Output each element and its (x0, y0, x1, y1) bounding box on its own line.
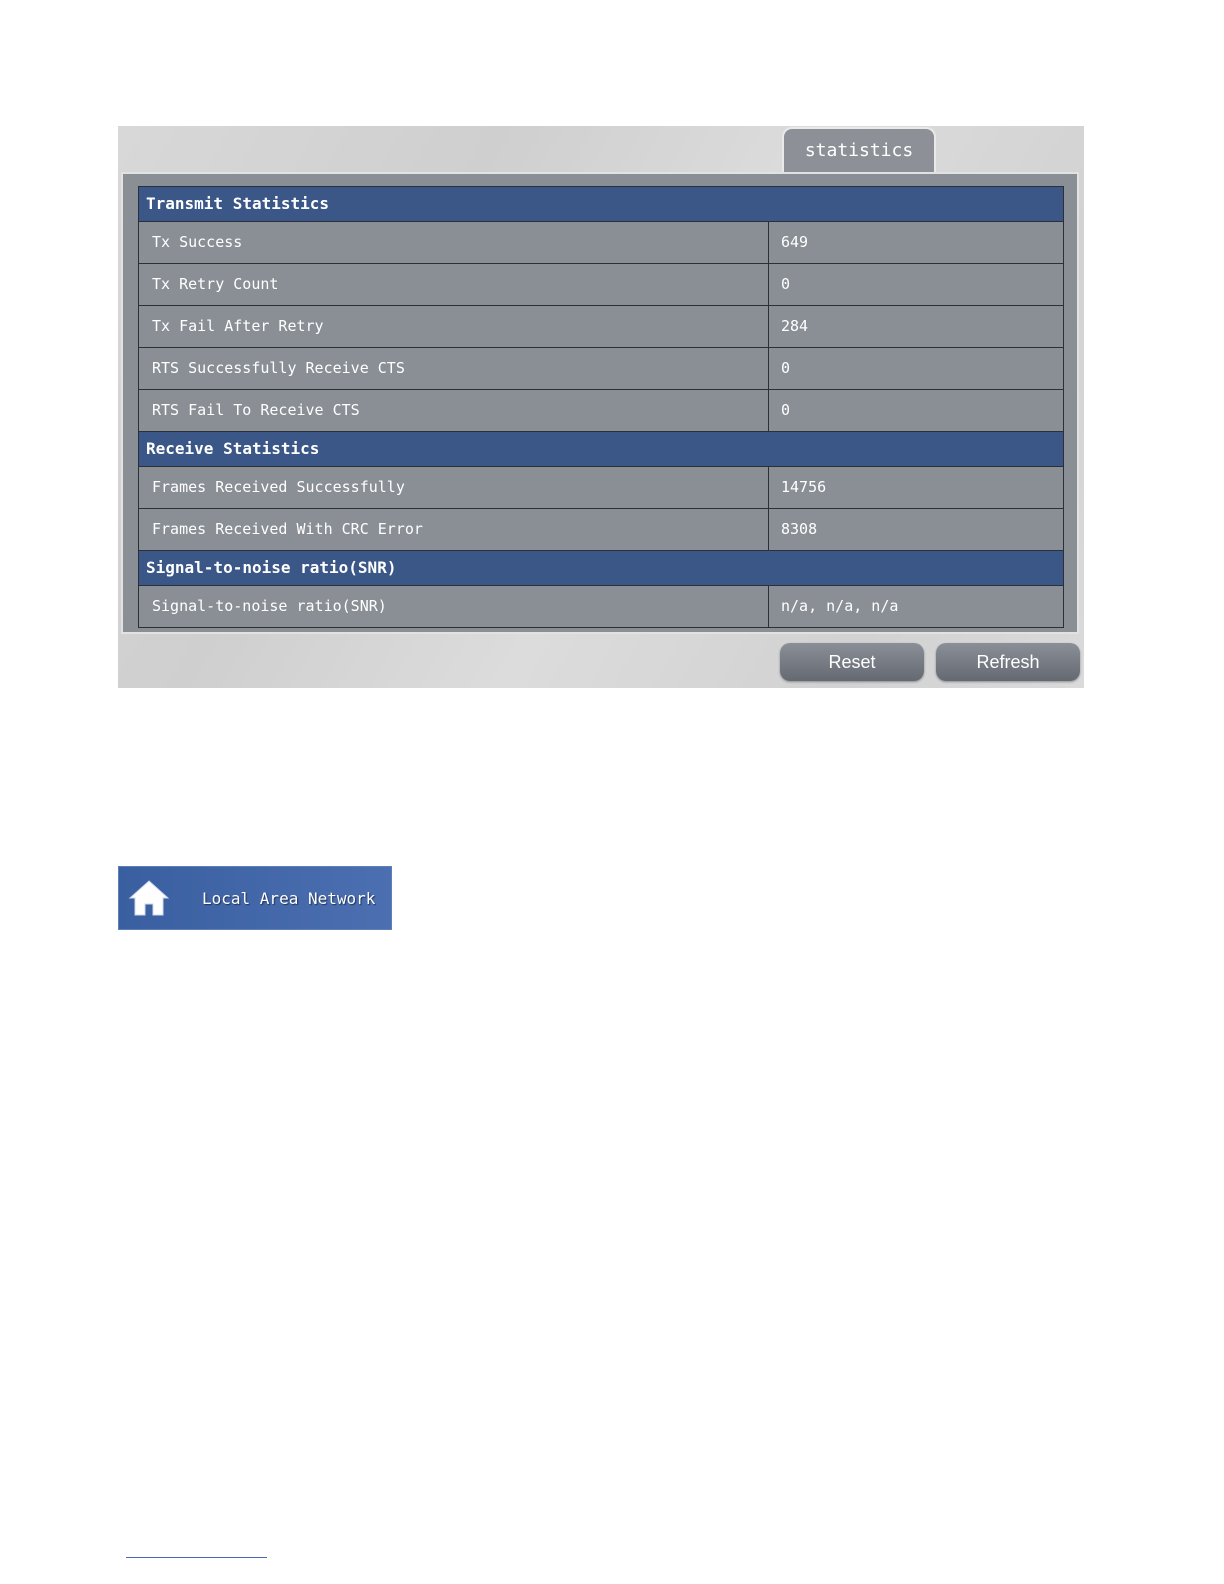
tx-retry-count-value: 0 (781, 275, 791, 293)
tx-success-value: 649 (781, 233, 809, 251)
statistics-panel (121, 172, 1079, 634)
footer-link-underline[interactable] (126, 1557, 267, 1558)
statistics-screenshot (118, 126, 1084, 688)
tx-success-label: Tx Success (139, 222, 769, 263)
frames-crc-error-label: Frames Received With CRC Error (139, 509, 769, 550)
reset-button[interactable]: Reset (780, 643, 924, 681)
snr-header: Signal-to-noise ratio(SNR) (139, 551, 1063, 586)
receive-statistics-header: Receive Statistics (139, 432, 1063, 467)
table-row (139, 390, 1063, 432)
tx-fail-after-retry-value: 284 (781, 317, 809, 335)
refresh-button[interactable]: Refresh (936, 643, 1080, 681)
statistics-table (138, 186, 1064, 628)
tx-fail-after-retry-label: Tx Fail After Retry (139, 306, 769, 347)
local-area-network-banner[interactable] (118, 866, 392, 930)
rts-success-cts-value: 0 (781, 359, 791, 377)
frames-received-success-label: Frames Received Successfully (139, 467, 769, 508)
table-row (139, 348, 1063, 390)
rts-fail-cts-label: RTS Fail To Receive CTS (139, 390, 769, 431)
tx-retry-count-label: Tx Retry Count (139, 264, 769, 305)
table-row (139, 264, 1063, 306)
table-row (139, 222, 1063, 264)
table-row (139, 467, 1063, 509)
table-row (139, 306, 1063, 348)
frames-crc-error-value: 8308 (781, 520, 818, 538)
transmit-statistics-header: Transmit Statistics (139, 187, 1063, 222)
local-area-network-label: Local Area Network (202, 889, 376, 908)
rts-success-cts-label: RTS Successfully Receive CTS (139, 348, 769, 389)
tab-statistics[interactable]: statistics (782, 127, 936, 175)
rts-fail-cts-value: 0 (781, 401, 791, 419)
table-row (139, 509, 1063, 551)
frames-received-success-value: 14756 (781, 478, 827, 496)
home-icon (127, 878, 171, 918)
snr-label: Signal-to-noise ratio(SNR) (139, 586, 769, 627)
table-row (139, 586, 1063, 627)
snr-value: n/a, n/a, n/a (781, 597, 899, 615)
